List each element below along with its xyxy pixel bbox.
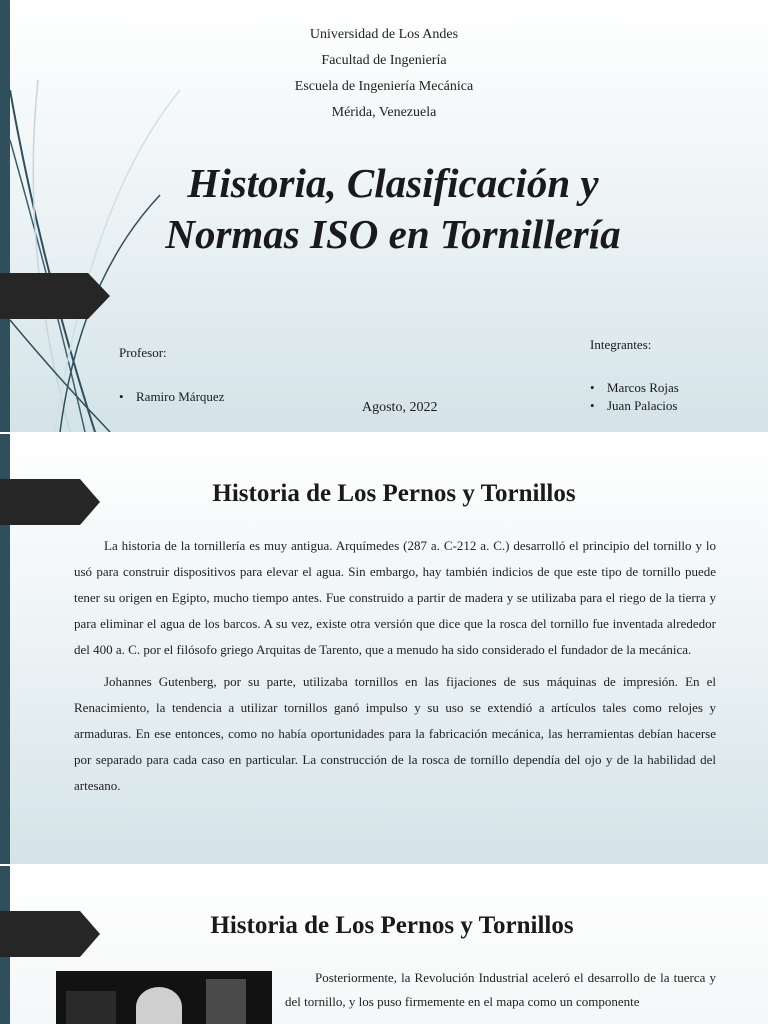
- document-title: Historia, Clasificación y Normas ISO en Tornillería: [165, 160, 621, 257]
- body-text: [285, 966, 716, 1014]
- cover-slide: [0, 0, 768, 432]
- body-text: [74, 533, 716, 799]
- history-slide-2: [0, 866, 768, 1024]
- members-label: Integrantes:: [590, 337, 652, 352]
- institution-line: Mérida, Venezuela: [331, 105, 437, 120]
- professor-label: Profesor:: [119, 345, 167, 360]
- paragraph: Johannes Gutenberg, por su parte, utilizaba tornillos en las fijaciones de sus máquinas de impresión. En el Renacimiento, la tendencia a utilizar tornillos ganó impulso y su uso se extendió a artículos tales como relojes y armaduras. En ese entonces, como no había oportunidades para la fabricación mecánica, las herramientas debían hacerse por separado para cada caso en particular. La construcción de la rosca de tornillo dependía del ojo y de la habilidad del artesano.: [74, 674, 716, 793]
- list-item: • Juan Palacios: [590, 398, 678, 413]
- institution-line: Universidad de Los Andes: [309, 27, 459, 42]
- paragraph: Posteriormente, la Revolución Industrial aceleró el desarrollo de la tuerca y del tornillo, y los puso firmemente en el mapa como un componente: [285, 970, 716, 1009]
- historical-photo: [56, 971, 272, 1024]
- professor-list: [119, 389, 224, 405]
- institution-header: [0, 22, 768, 126]
- members-list: [590, 379, 679, 415]
- list-item: • Marcos Rojas: [590, 380, 679, 395]
- arrow-shape: [0, 273, 110, 319]
- institution-line: Facultad de Ingeniería: [321, 53, 447, 68]
- history-slide: [0, 434, 768, 864]
- institution-line: Escuela de Ingeniería Mecánica: [294, 79, 474, 94]
- paragraph: La historia de la tornillería es muy antigua. Arquímedes (287 a. C-212 a. C.) desarrolló el principio del tornillo y lo usó para construir dispositivos para elevar el agua. Sin embargo, hay también indicios de que este tipo de tornillo puede tener su origen en Egipto, mucho tiempo antes. Fue construido a partir de madera y se utilizaba para el riego de la tierra y para eliminar el agua de los barcos. A su vez, existe otra versión que dice que la rosca del tornillo fue inventada alrededor del 400 a. C. por el filósofo griego Arquitas de Tarento, que a menudo ha sido considerado el fundador de la mecánica.: [74, 538, 716, 657]
- section-title: Historia de Los Pernos y Tornillos: [210, 912, 574, 939]
- date-label: Agosto, 2022: [362, 400, 438, 415]
- list-item: • Ramiro Márquez: [119, 389, 225, 404]
- section-title: Historia de Los Pernos y Tornillos: [212, 480, 576, 507]
